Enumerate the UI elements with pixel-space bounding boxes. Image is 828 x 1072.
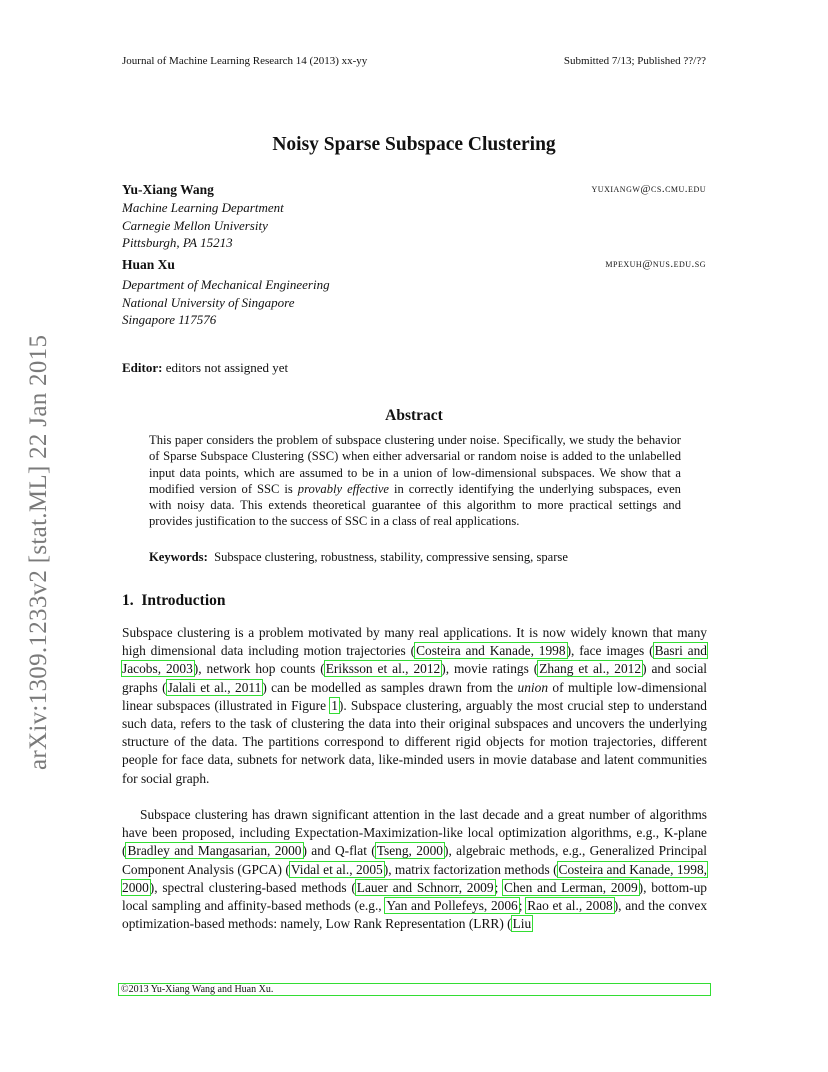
abstract-text-part: This paper considers the problem of subspace clustering under noise. Specifically, we study the behavior of Sparse Subspace Clustering (SSC) when either adversarial or random noise is added to the unlabelled input data points, which are assumed to be in a union of low-dimensional subspaces. We show that a modified version of SSC is: [149, 433, 681, 496]
intro-paragraph: [122, 806, 707, 933]
arxiv-stamp: [25, 290, 52, 770]
citation-link[interactable]: Bradley and Mangasarian, 2000: [127, 843, 302, 859]
editor-line: [122, 360, 288, 376]
citation-link[interactable]: Rao et al., 2008: [527, 898, 613, 914]
keywords-value: Subspace clustering, robustness, stability, compressive sensing, sparse: [214, 550, 568, 564]
citation-link[interactable]: Yan and Pollefeys, 2006: [386, 898, 518, 914]
citation-link[interactable]: Zhang et al., 2012: [539, 661, 642, 677]
arxiv-stamp-text: arXiv:1309.1233v2 [stat.ML] 22 Jan 2015: [25, 334, 52, 770]
citation-link[interactable]: Jalali et al., 2011: [167, 679, 262, 695]
author-email[interactable]: yuxiangw@cs.cmu.edu: [591, 183, 706, 195]
citation-link[interactable]: Costeira and Kanade, 1998: [416, 643, 566, 659]
body-text: ), bottom-up local sampling and affinity-based methods (e.g.,: [122, 879, 707, 914]
emphasis-text: union: [517, 679, 549, 695]
section-number: 1.: [122, 592, 134, 609]
body-text: Subspace clustering is a problem motivated by many real applications. It is now widely known that many high dimensional data including motion trajectories (: [122, 625, 707, 659]
paper-title: Noisy Sparse Subspace Clustering: [272, 134, 556, 155]
section-heading: [122, 592, 226, 610]
citation-link[interactable]: Chen and Lerman, 2009: [504, 879, 638, 895]
body-text: ), movie ratings (: [441, 661, 539, 677]
body-text: ) and Q-flat (: [302, 843, 376, 859]
editor-value: editors not assigned yet: [165, 360, 289, 375]
abstract-text: [149, 432, 681, 530]
author-name: Yu-Xiang Wang: [122, 182, 214, 197]
affiliation-line: Carnegie Mellon University: [122, 217, 268, 233]
section-title: Introduction: [141, 592, 226, 609]
body-text: ;: [518, 898, 527, 914]
figure-link[interactable]: 1: [331, 697, 338, 713]
submission-info: Submitted 7/13; Published ??/??: [563, 55, 706, 67]
abstract-text-part: in correctly identifying the underlying subspaces, even with noisy data. This extends theoretical guarantee of this algorithm to more practical settings and provides justification to the success of SSC in a class of real applications.: [149, 481, 681, 529]
body-text: ), matrix factorization methods (: [383, 861, 558, 877]
body-text: ), spectral clustering-based methods (: [149, 879, 356, 895]
body-text: ), face images (: [566, 643, 654, 659]
body-text: ), network hop counts (: [193, 661, 325, 677]
author-email[interactable]: mpexuh@nus.edu.sg: [605, 258, 706, 270]
body-text: ) and social graphs (: [122, 661, 707, 695]
body-text: ). Subspace clustering, arguably the most crucial step to understand such data, refers to the task of clustering the data into their original subspaces and uncovers the underlying structure of the data. The partitions correspond to different rigid objects for motion trajectories, different people for face data, subnets for network data, like-minded users in movie database and latent communities for social graph.: [122, 697, 708, 786]
abstract-emphasis: provably effective: [297, 481, 390, 496]
body-text: ) can be modelled as samples drawn from the: [262, 679, 518, 695]
affiliation-line: Department of Mechanical Engineering: [122, 277, 330, 292]
citation-link[interactable]: Vidal et al., 2005: [290, 861, 383, 877]
copyright-footer[interactable]: ©2013 Yu-Xiang Wang and Huan Xu.: [118, 983, 711, 996]
affiliation-line: Machine Learning Department: [122, 200, 284, 215]
body-text: ), and the convex optimization-based methods: namely, Low Rank Representation (LRR) (: [122, 898, 708, 932]
affiliation-line: Singapore 117576: [122, 312, 217, 327]
body-text: ;: [494, 879, 504, 895]
author-affiliation: [122, 199, 284, 252]
author-name: Huan Xu: [122, 257, 175, 272]
intro-paragraph: [122, 624, 707, 788]
affiliation-line: Pittsburgh, PA 15213: [122, 235, 233, 250]
citation-link[interactable]: Basri and Jacobs, 2003: [122, 643, 707, 677]
citation-link[interactable]: Eriksson et al., 2012: [325, 661, 441, 677]
abstract-heading: Abstract: [385, 407, 443, 424]
body-text: of multiple low-dimensional linear subspaces (illustrated in Figure: [122, 679, 707, 713]
journal-header: Journal of Machine Learning Research 14 (2013) xx-yy: [122, 55, 368, 67]
editor-label: Editor:: [122, 360, 163, 375]
keywords-label: Keywords:: [149, 550, 208, 564]
body-text: Subspace clustering has drawn significant attention in the last decade and a great number of algorithms have been proposed, including Expectation-Maximization-like local optimization algorithms, e.g., K-plane (: [122, 807, 707, 859]
body-text: ), algebraic methods, e.g., Generalized Principal Component Analysis (GPCA) (: [122, 843, 708, 877]
keywords-line: [149, 550, 681, 565]
citation-link[interactable]: Liu: [512, 916, 532, 932]
citation-link[interactable]: Costeira and Kanade, 1998, 2000: [122, 861, 707, 895]
citation-link[interactable]: Tseng, 2000: [376, 843, 444, 859]
author-affiliation: [122, 276, 330, 329]
citation-link[interactable]: Lauer and Schnorr, 2009: [356, 879, 494, 895]
affiliation-line: National University of Singapore: [122, 294, 295, 310]
